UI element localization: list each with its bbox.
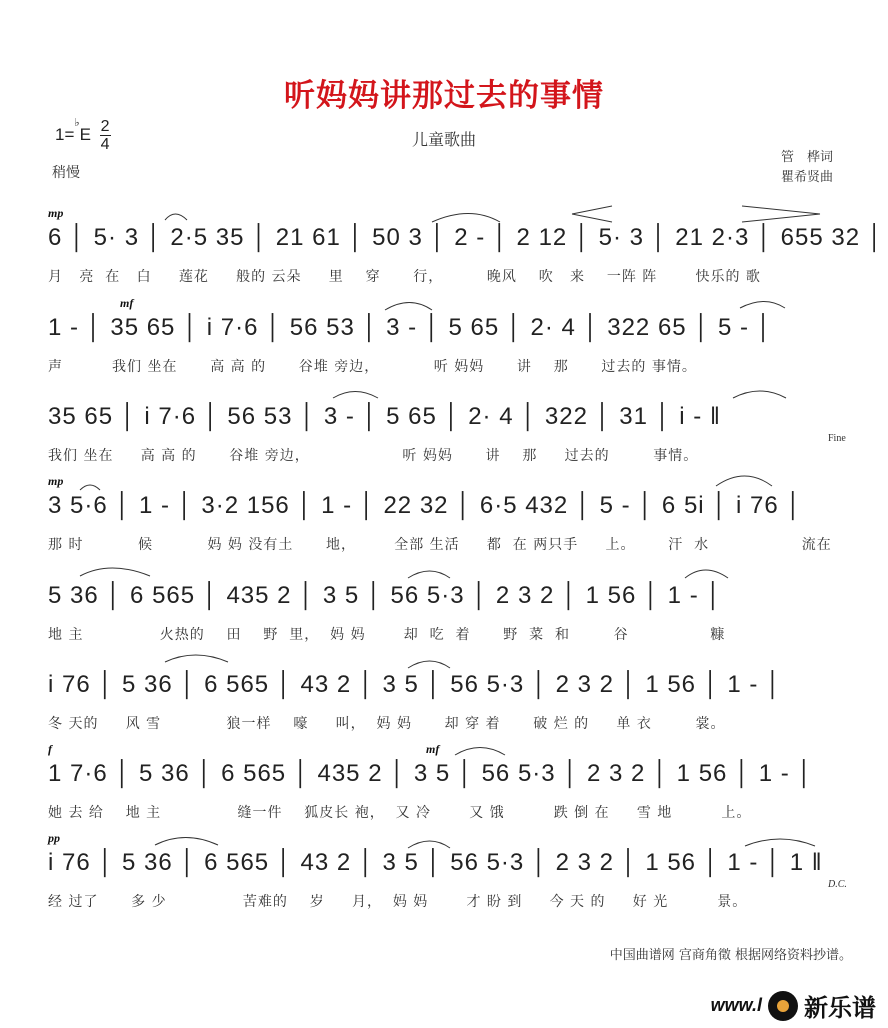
- slur-icon: [716, 476, 772, 486]
- slur-icon: [408, 571, 450, 578]
- notation: i 76 │ 5 36 │ 6 565 │ 43 2 │ 3 5 │ 56 5·3 │ 2 3 2 │ 1 56 │ 1 - │ 1 ‖: [48, 849, 823, 876]
- lyrics: 她 去 给 地 主 缝一件 狐皮长 袍， 又 冷 又 饿 跌 倒 在 雪 地 上。: [48, 805, 752, 821]
- notation: 35 65 │ i 7·6 │ 56 53 │ 3 - │ 5 65 │ 2· 4 │ 322 │ 31 │ i - ‖: [48, 403, 721, 430]
- lyrics: 我们 坐在 高 高 的 谷堆 旁边， 听 妈妈 讲 那 过去的 事情。: [48, 448, 699, 464]
- lyrics: 声 我们 坐在 高 高 的 谷堆 旁边， 听 妈妈 讲 那 过去的 事情。: [48, 359, 697, 375]
- time-denominator: 4: [100, 136, 110, 153]
- slur-icon: [685, 570, 728, 578]
- dynamic-marking: pp: [48, 831, 60, 845]
- slur-icon: [80, 485, 100, 490]
- lyrics: 地 主 火热的 田 野 里， 妈 妈 却 吃 着 野 菜 和 谷 糠: [48, 627, 726, 643]
- slur-icon: [733, 391, 786, 398]
- source-footer: 中国曲谱网 宫商角徵 根据网络资料抄谱。: [609, 948, 852, 963]
- fine-marking: Fine: [828, 433, 846, 444]
- slur-icon: [455, 748, 505, 756]
- lyrics: 月 亮 在 白 莲花 般的 云朵 里 穿 行， 晚风 吹 来 一阵 阵 快乐的 歌: [48, 269, 761, 285]
- lyrics: 那 时 候 妈 妈 没有土 地， 全部 生活 都 在 两只手 上。 汗 水 流在: [48, 537, 832, 553]
- dynamic-marking: mf: [120, 296, 134, 310]
- genre-label: 儿童歌曲: [411, 130, 476, 149]
- notation: i 76 │ 5 36 │ 6 565 │ 43 2 │ 3 5 │ 56 5·3 │ 2 3 2 │ 1 56 │ 1 - │: [48, 671, 783, 698]
- slur-icon: [408, 661, 450, 668]
- dc-marking: D.C.: [828, 879, 847, 890]
- dynamic-marking: mp: [48, 474, 64, 488]
- dynamic-marking-2: mf: [426, 742, 440, 756]
- dynamic-marking: f: [48, 742, 52, 756]
- slur-icon: [385, 303, 432, 311]
- key-prefix: 1=: [55, 124, 75, 144]
- song-title: 听妈妈讲那过去的事情: [284, 78, 604, 114]
- slur-icon: [165, 214, 187, 220]
- lyrics: 经 过了 多 少 苦难的 岁 月， 妈 妈 才 盼 到 今 天 的 好 光 景。: [48, 894, 748, 910]
- slur-icon: [155, 838, 218, 846]
- crescendo-icon: [572, 214, 612, 222]
- slur-icon: [80, 568, 150, 576]
- slur-icon: [740, 302, 785, 309]
- lyricist-credit: 管 桦词: [780, 150, 833, 165]
- watermark-url: www.l: [710, 995, 762, 1015]
- dynamic-marking: mp: [48, 206, 64, 220]
- watermark-logo: [711, 988, 876, 1023]
- slur-icon: [165, 655, 228, 662]
- watermark-brand: 新乐谱: [804, 994, 876, 1022]
- notation: 6 │ 5· 3 │ 2·5 35 │ 21 61 │ 50 3 │ 2 - │ 2 12 │ 5· 3 │ 21 2·3 │ 655 32 │: [48, 224, 884, 251]
- lyrics: 冬 天的 风 雪 狼一样 嚎 叫， 妈 妈 却 穿 着 破 烂 的 单 衣 裳。: [48, 716, 726, 732]
- tempo-marking: 稍慢: [52, 165, 80, 181]
- decrescendo-icon: [742, 214, 820, 222]
- notation: 1 - │ 35 65 │ i 7·6 │ 56 53 │ 3 - │ 5 65 │ 2· 4 │ 322 65 │ 5 - │: [48, 314, 773, 341]
- slur-icon: [408, 841, 450, 848]
- notation: 1 7·6 │ 5 36 │ 6 565 │ 435 2 │ 3 5 │ 56 5·3 │ 2 3 2 │ 1 56 │ 1 - │: [48, 760, 814, 787]
- notation: 3 5·6 │ 1 - │ 3·2 156 │ 1 - │ 22 32 │ 6·5 432 │ 5 - │ 6 5i │ i 76 │: [48, 492, 803, 519]
- composer-credit: 瞿希贤曲: [780, 170, 833, 185]
- slur-icon: [432, 214, 500, 223]
- vinyl-disc-icon: [768, 991, 798, 1021]
- slur-icon: [333, 392, 378, 399]
- slur-icon: [745, 839, 815, 846]
- flat-icon: ♭: [74, 117, 80, 129]
- time-numerator: 2: [100, 118, 110, 135]
- notation: 5 36 │ 6 565 │ 435 2 │ 3 5 │ 56 5·3 │ 2 3 2 │ 1 56 │ 1 - │: [48, 582, 723, 609]
- key-note: E: [79, 124, 91, 144]
